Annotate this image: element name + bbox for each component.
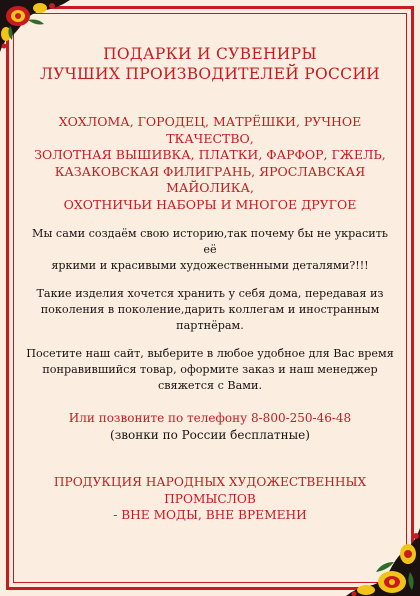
phone-callout [26,410,394,444]
free-calls-note: (звонки по России бесплатные) [110,428,310,442]
slogan [26,474,394,524]
crafts-list [26,114,394,213]
title-line: ПОДАРКИ И СУВЕНИРЫ [103,45,317,63]
phone-number-line: Или позвоните по телефону 8-800-250-46-48 [68,411,352,425]
khokhloma-ornament-icon [346,514,420,596]
paragraph-line: Мы сами создаём свою историю,так почему бы не украсить её [32,227,388,256]
history-paragraph [26,226,394,274]
paragraph-line: Посетите наш сайт, выберите в любое удобное для Вас время [26,347,394,360]
crafts-line: ХОХЛОМА, ГОРОДЕЦ, МАТРЁШКИ, РУЧНОЕ ТКАЧЕСТВО, [58,114,362,146]
paragraph-line: поколения в поколение,дарить коллегам и иностранным партнёрам. [40,303,380,332]
crafts-line: ОХОТНИЧЬИ НАБОРЫ И МНОГОЕ ДРУГОЕ [63,196,357,212]
paragraph-line: Такие изделия хочется хранить у себя дома, передавая из [36,287,384,300]
slogan-line: - ВНЕ МОДЫ, ВНЕ ВРЕМЕНИ [113,508,307,522]
heritage-paragraph [26,286,394,334]
crafts-line: ЗОЛОТНАЯ ВЫШИВКА, ПЛАТКИ, ФАРФОР, ГЖЕЛЬ, [34,147,386,162]
poster-content [26,44,394,524]
paragraph-line: понравившийся товар, оформите заказ и наш менеджер [42,363,378,376]
poster-title [26,44,394,84]
paragraph-line: яркими и красивыми художественными деталями?!!! [51,259,369,272]
slogan-line: ПРОДУКЦИЯ НАРОДНЫХ ХУДОЖЕСТВЕННЫХ ПРОМЫСЛОВ [53,475,367,506]
paragraph-line: свяжется с Вами. [157,379,263,392]
title-line: ЛУЧШИХ ПРОИЗВОДИТЕЛЕЙ РОССИИ [40,65,380,83]
site-paragraph [26,346,394,394]
crafts-line: КАЗАКОВСКАЯ ФИЛИГРАНЬ, ЯРОСЛАВСКАЯ МАЙОЛИКА, [54,163,366,195]
